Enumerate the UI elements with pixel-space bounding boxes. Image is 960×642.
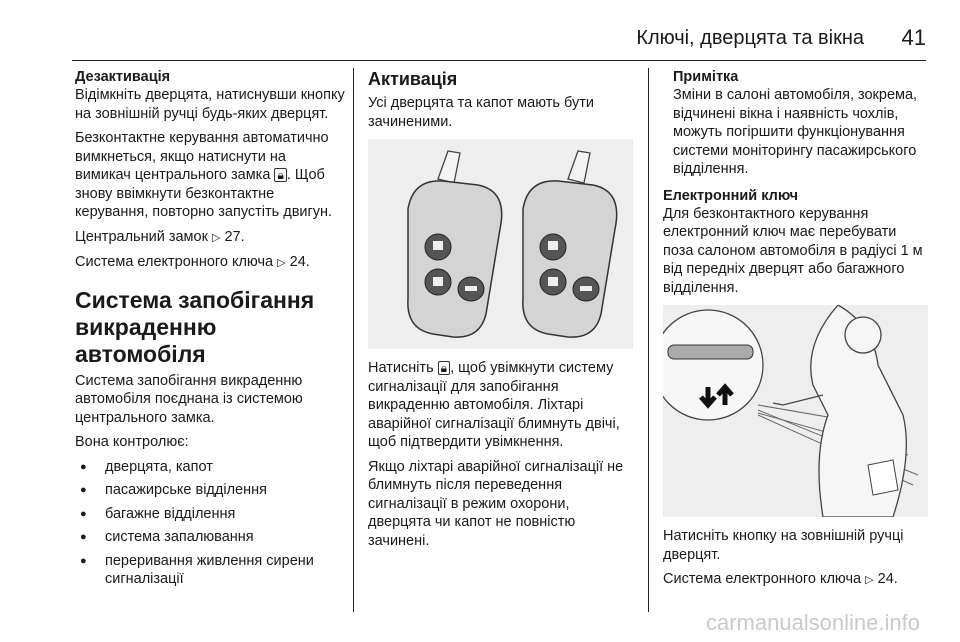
- door-handle-illustration: [663, 305, 928, 517]
- reference-page: 24.: [289, 254, 310, 270]
- note-block: [673, 68, 928, 179]
- activation-heading: Активація: [368, 69, 458, 89]
- reference-text: Система електронного ключа: [663, 571, 862, 587]
- note-heading: Примітка: [673, 69, 739, 85]
- column-middle: [368, 68, 633, 556]
- watermark: carmanualsonline.info: [705, 610, 920, 635]
- running-title: Ключі, дверцята та вікна: [636, 27, 864, 49]
- lock-icon: 🔒︎: [274, 168, 286, 182]
- door-handle-caption: Натисніть кнопку на зовнішній ручці дверцят.: [663, 528, 904, 563]
- list-item: ● дверцята, капот: [75, 458, 345, 477]
- keyless-text-a: Безконтактне керування автоматично вимкнеться, якщо натиснути на вимикач центрального замка: [75, 130, 329, 183]
- reference-electronic-key: [663, 570, 928, 590]
- list-item: ● багажне відділення: [75, 505, 345, 524]
- hand-icon: [663, 305, 928, 517]
- activation-instruction: [368, 359, 633, 452]
- column-divider: [353, 68, 354, 612]
- key-fob-icon: [368, 139, 633, 349]
- column-divider: [648, 68, 649, 612]
- reference-arrow-icon: ▷: [211, 231, 221, 244]
- note-text: Зміни в салоні автомобіля, зокрема, відчинені вікна і наявність чохлів, можуть погіршити функціонування системи моніторингу пасажирського відділення.: [673, 87, 918, 177]
- reference-electronic-key: [75, 253, 345, 273]
- page-header: [72, 22, 926, 61]
- reference-central-lock: [75, 228, 345, 248]
- activation-paragraph: Усі дверцята та капот мають бути зачиненими.: [368, 95, 594, 130]
- keyless-paragraph: [75, 129, 345, 222]
- reference-text: Система електронного ключа: [75, 254, 274, 270]
- activation-warning: Якщо ліхтарі аварійної сигналізації не блимнуть після переведення сигналізації в режим охорони, дверцята чи капот не повністю зачинені.: [368, 458, 624, 549]
- reference-arrow-icon: ▷: [865, 574, 874, 586]
- system-heading: Система запобігання викраденню автомобіля: [75, 286, 315, 367]
- reference-page: 27.: [224, 228, 245, 245]
- deactivation-heading: Дезактивація: [75, 69, 171, 85]
- page-number: 41: [901, 25, 926, 50]
- list-item: ● система запалювання: [75, 528, 345, 547]
- key-fob-illustration: [368, 139, 633, 349]
- list-item: ● переривання живлення сирени сигналізації: [75, 552, 345, 589]
- system-paragraph: Система запобігання викраденню автомобіля поєднана із системою центрального замка.: [75, 372, 303, 426]
- electronic-key-heading: Електронний ключ: [663, 187, 799, 204]
- deactivation-paragraph: Відімкніть дверцята, натиснувши кнопку на зовнішній ручці будь-яких дверцят.: [75, 87, 345, 122]
- monitored-list: [75, 458, 345, 589]
- column-right: [663, 68, 928, 596]
- reference-page: 24.: [877, 571, 898, 587]
- activation-text-b: , щоб увімкнути систему сигналізації для запобігання викраденню автомобіля. Ліхтарі аварійної сигналізації блимнуть двічі, щоб підтвердити увімкнення.: [368, 360, 620, 450]
- activation-text-a: Натисніть: [368, 360, 434, 376]
- column-left: [75, 68, 345, 594]
- monitors-intro: Вона контролює:: [75, 434, 189, 450]
- list-item: ● пасажирське відділення: [75, 481, 345, 500]
- lock-icon: 🔒︎: [438, 361, 450, 375]
- keyless-text-b: . Щоб знову ввімкнути безконтактне керування, повторно запустіть двигун.: [75, 167, 333, 220]
- reference-text: Центральний замок: [75, 228, 208, 245]
- electronic-key-text: Для безконтактного керування електронний ключ має перебувати поза салоном автомобіля в радіусі 1 м від передніх дверцят або багажного відділення.: [663, 205, 923, 296]
- reference-arrow-icon: ▷: [277, 257, 286, 269]
